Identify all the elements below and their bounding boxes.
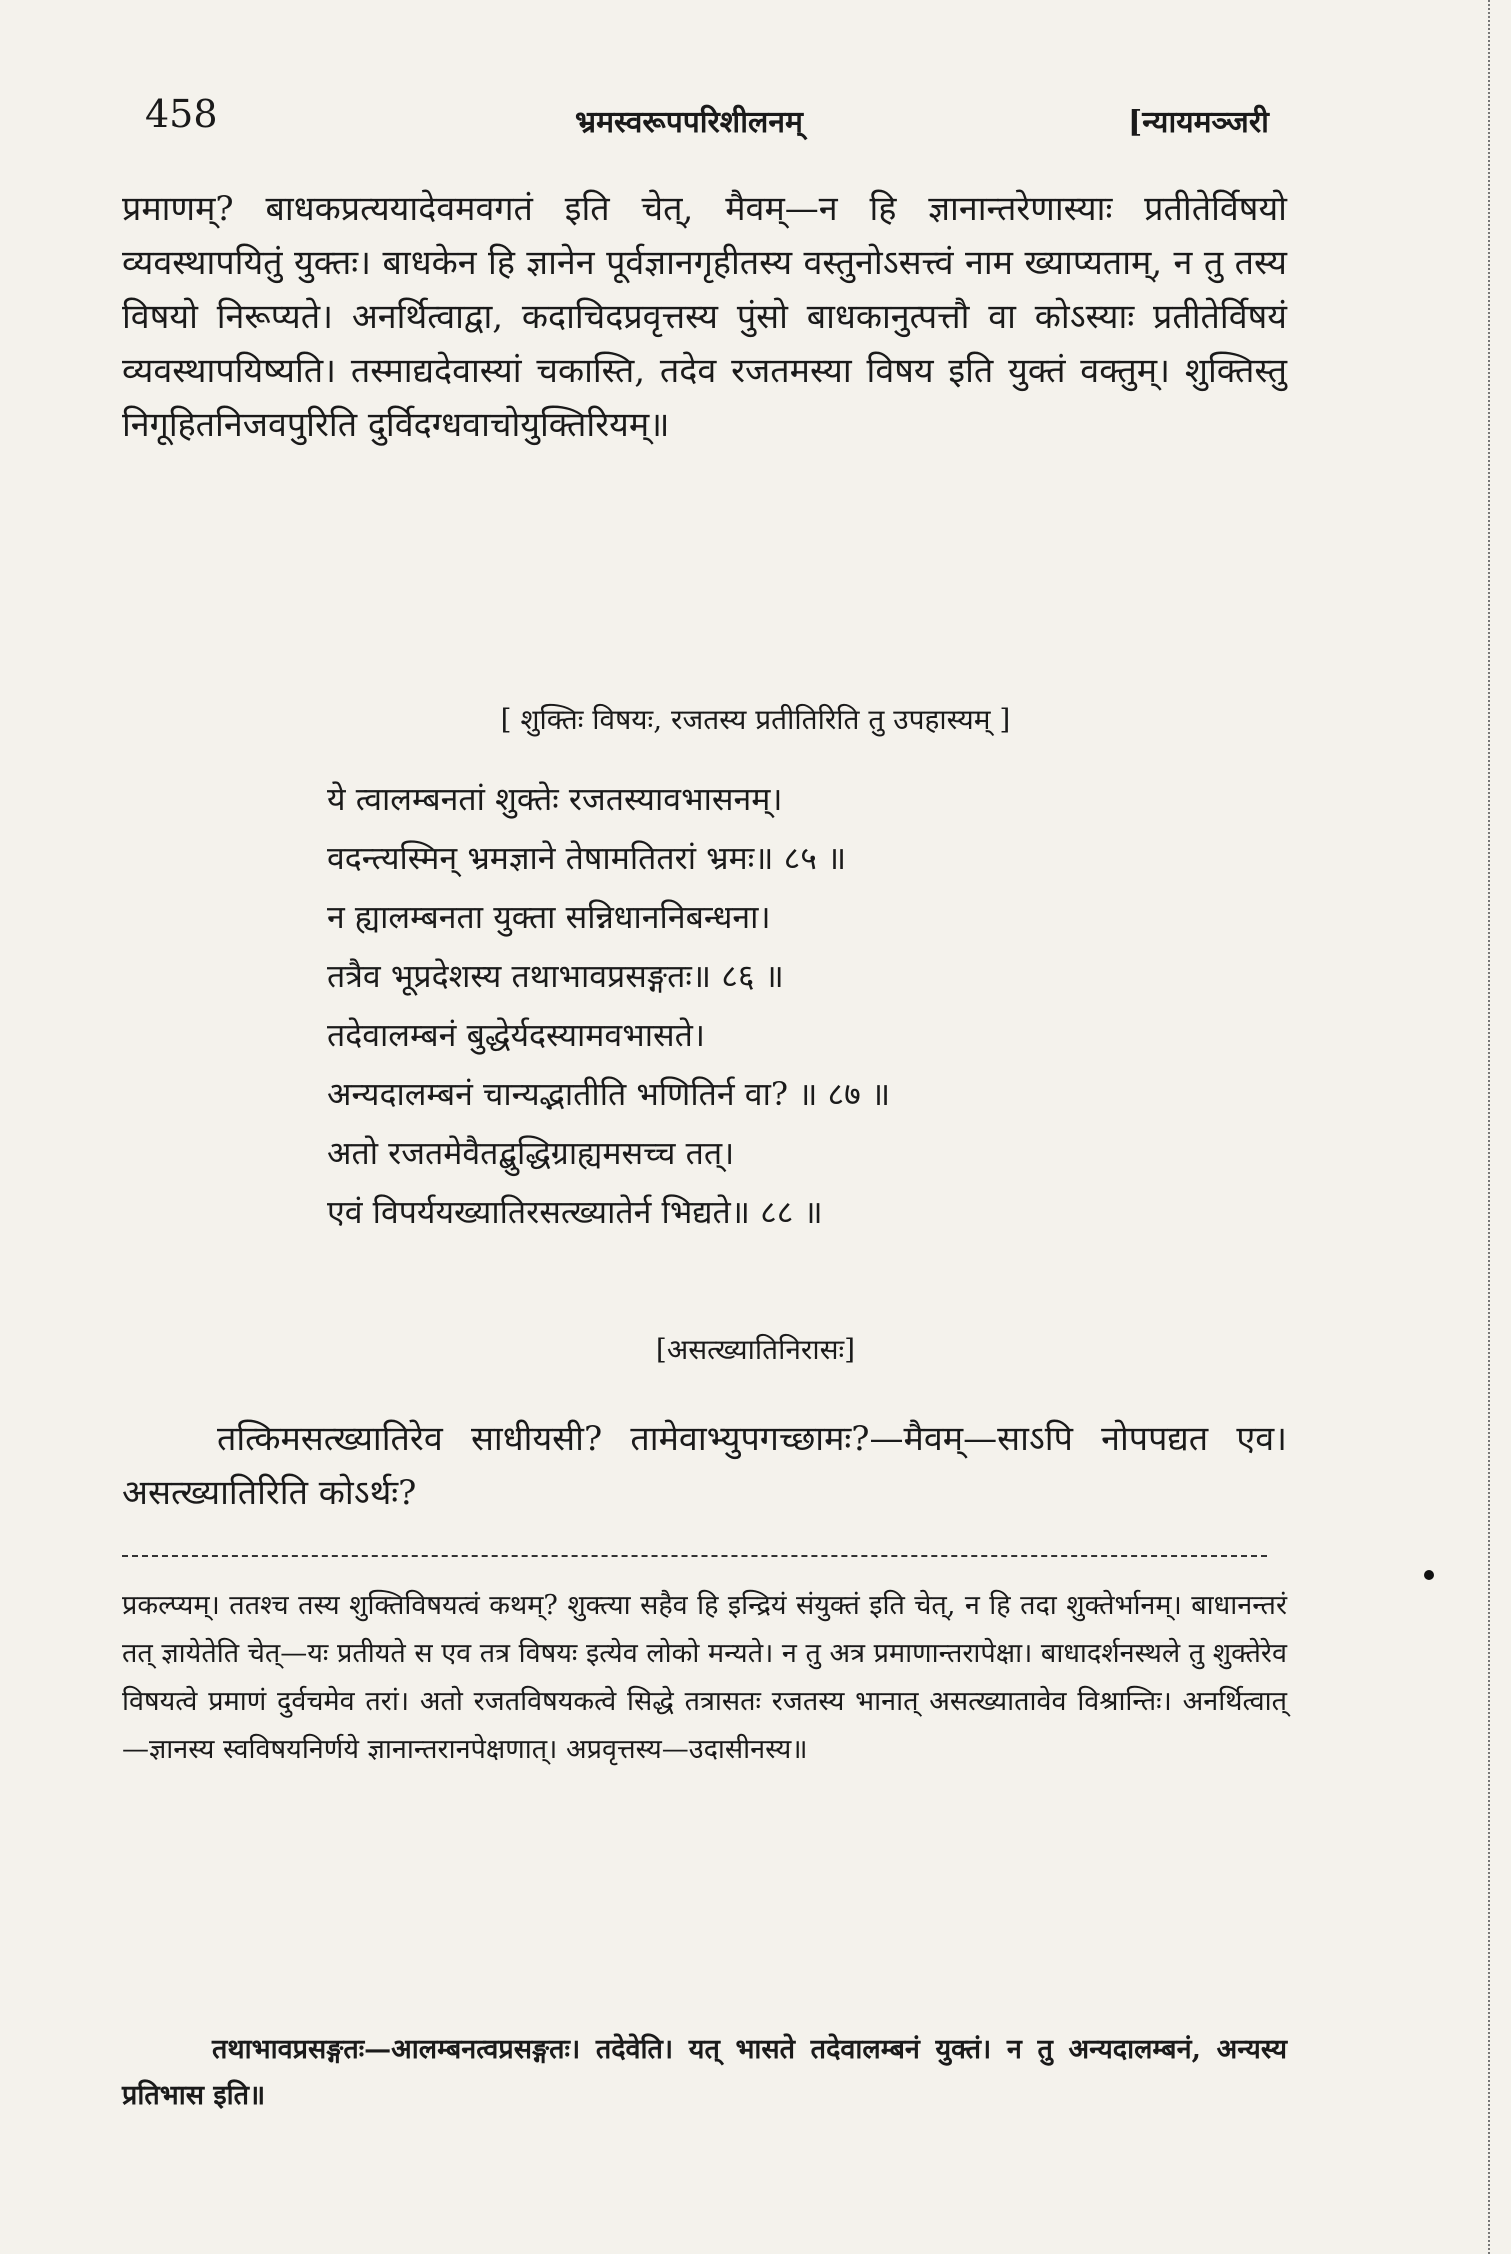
ink-dot (1424, 1570, 1434, 1580)
verse-line: तदेवालम्बनं बुद्धेर्यदस्यामवभासते। (327, 1016, 706, 1054)
verse-line: ये त्वालम्बनतां शुक्तेः रजतस्यावभासनम्। (327, 780, 783, 818)
running-title: भ्रमस्वरूपपरिशीलनम् (575, 105, 803, 140)
section-heading-1: [ शुक्तिः विषयः, रजतस्य प्रतीतिरिति तु उपहास्यम् ] (500, 703, 1011, 736)
second-paragraph: तत्किमसत्ख्यातिरेव साधीयसी? तामेवाभ्युपगच्छामः?—मैवम्—साऽपि नोपपद्यत एव। असत्ख्यातिरिति कोऽर्थः? (122, 1419, 1287, 1513)
verse-block (327, 770, 1227, 1242)
footnotes-continued: तथाभावप्रसङ्गतः—आलम्बनत्वप्रसङ्गतः। तदेवेति। यत् भासते तदेवालम्बनं युक्तं। न तु अन्यदालम्बनं, अन्यस्य प्रतिभास इति॥ (122, 2034, 1287, 2111)
footnotes: प्रकल्प्यम्। ततश्च तस्य शुक्तिविषयत्वं कथम्? शुक्त्या सहैव हि इन्द्रियं संयुक्तं इति चेत्, न हि तदा शुक्तेर्भानम्। बाधानन्तरं तत् ज्ञायेतेति चेत्—यः प्रतीयते स एव तत्र विषयः इत्येव लोको मन्यते। न तु अत्र प्रमाणान्तरापेक्षा। बाधादर्शनस्थले तु शुक्तेरेव विषयत्वे प्रमाणं दुर्वचमेव तरां। अतो रजतविषयकत्वे सिद्धे तत्रासतः रजतस्य भानात् असत्ख्यातावेव विश्रान्तिः। अनर्थित्वात्—ज्ञानस्य स्वविषयनिर्णये ज्ञानान्तरानपेक्षणात्। अप्रवृत्तस्य—उदासीनस्य॥ (122, 1590, 1287, 1765)
verse-line: अतो रजतमेवैतद्बुद्धिग्राह्यमसच्च तत्। (327, 1134, 735, 1172)
main-paragraph: प्रमाणम्? बाधकप्रत्ययादेवमवगतं इति चेत्, मैवम्—न हि ज्ञानान्तरेणास्याः प्रतीतेर्विषयो व्यवस्थापयितुं युक्तः। बाधकेन हि ज्ञानेन पूर्वज्ञानगृहीतस्य वस्तुनोऽसत्त्वं नाम ख्याप्यताम्, न तु तस्य विषयो निरूप्यते। अनर्थित्वाद्वा, कदाचिदप्रवृत्तस्य पुंसो बाधकानुत्पत्तौ वा कोऽस्याः प्रतीतेर्विषयं व्यवस्थापयिष्यति। तस्माद्यदेवास्यां चकास्ति, तदेव रजतमस्या विषय इति युक्तं वक्तुम्। शुक्तिस्तु निगूहितनिजवपुरिति दुर्विदग्धवाचोयुक्तिरियम्॥ (122, 189, 1287, 445)
page-edge-line (1488, 0, 1490, 2254)
section-heading-2: [असत्ख्यातिनिरासः] (655, 1333, 856, 1366)
verse-line: अन्यदालम्बनं चान्यद्भातीति भणितिर्न वा? ॥ ८७ ॥ (327, 1075, 891, 1113)
verse-line: तत्रैव भूप्रदेशस्य तथाभावप्रसङ्गतः॥ ८६ ॥ (327, 957, 784, 995)
page-number: 458 (145, 92, 218, 136)
book-name: [न्यायमञ्जरी (1128, 105, 1269, 140)
footnote-divider (122, 1555, 1267, 1557)
verse-line: न ह्यालम्बनता युक्ता सन्निधाननिबन्धना। (327, 898, 771, 936)
verse-line: वदन्त्यस्मिन् भ्रमज्ञाने तेषामतितरां भ्रमः॥ ८५ ॥ (327, 839, 847, 877)
verse-line: एवं विपर्ययख्यातिरसत्ख्यातेर्न भिद्यते॥ ८८ ॥ (327, 1193, 823, 1231)
